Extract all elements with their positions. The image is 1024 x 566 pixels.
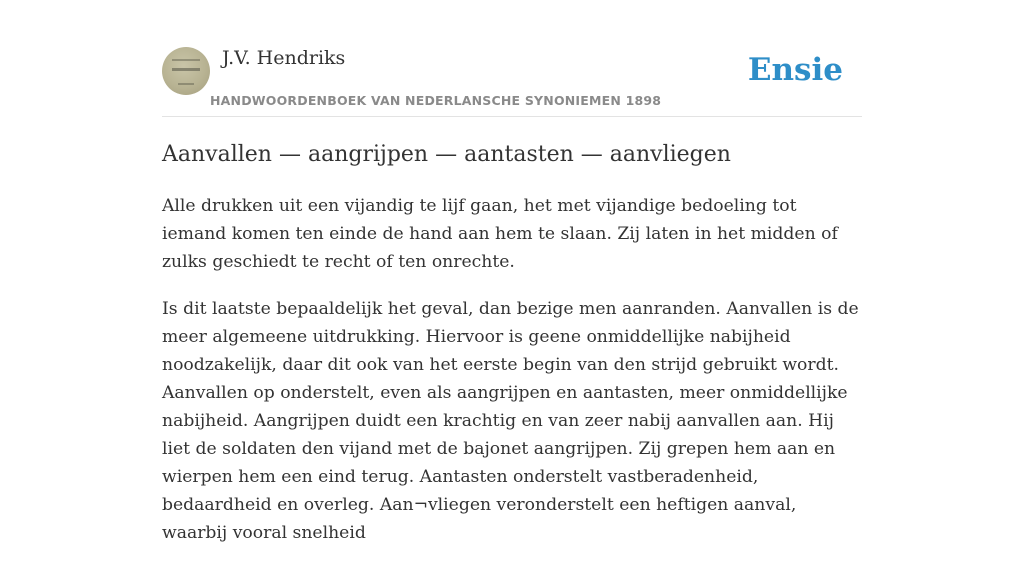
paragraph: Alle drukken uit een vijandig te lijf gaan, het met vijandige bedoeling tot iemand komen ten einde de hand aan hem te slaan. Zij laten in het midden of zulks geschiedt te recht of ten onrechte.: [162, 196, 838, 272]
avatar-text-line: [172, 68, 200, 71]
author-name[interactable]: J.V. Hendriks: [222, 47, 346, 69]
article-body: [162, 192, 864, 566]
header: [162, 46, 862, 117]
avatar-text-line: [178, 83, 194, 85]
paragraph: Is dit laatste bepaaldelijk het geval, dan bezige men aanranden. Aanvallen is de meer algemeene uitdrukking. Hiervoor is geene onmiddellijke nabijheid noodzakelijk, daar dit ook van het eerste begin van den strijd gebruikt wordt. Aanvallen op onderstelt, even als aangrijpen en aantasten, meer onmiddellijke nabijheid. Aangrijpen duidt een krachtig en van zeer nabij aanvallen aan. Hij liet de soldaten den vijand met de bajonet aangrijpen. Zij grepen hem aan en wierpen hem een eind terug. Aantasten onderstelt vastberadenheid, bedaardheid en overleg. Aan¬vliegen veronderstelt een heftigen aanval, waarbij vooral snelheid: [162, 299, 859, 543]
page-title: Aanvallen — aangrijpen — aantasten — aanvliegen: [162, 142, 731, 167]
avatar-text-line: [172, 59, 200, 61]
source-title[interactable]: HANDWOORDENBOEK VAN NEDERLANSCHE SYNONIEMEN 1898: [210, 93, 662, 108]
ensie-logo[interactable]: Ensie: [747, 52, 843, 88]
author-avatar[interactable]: [162, 47, 210, 95]
